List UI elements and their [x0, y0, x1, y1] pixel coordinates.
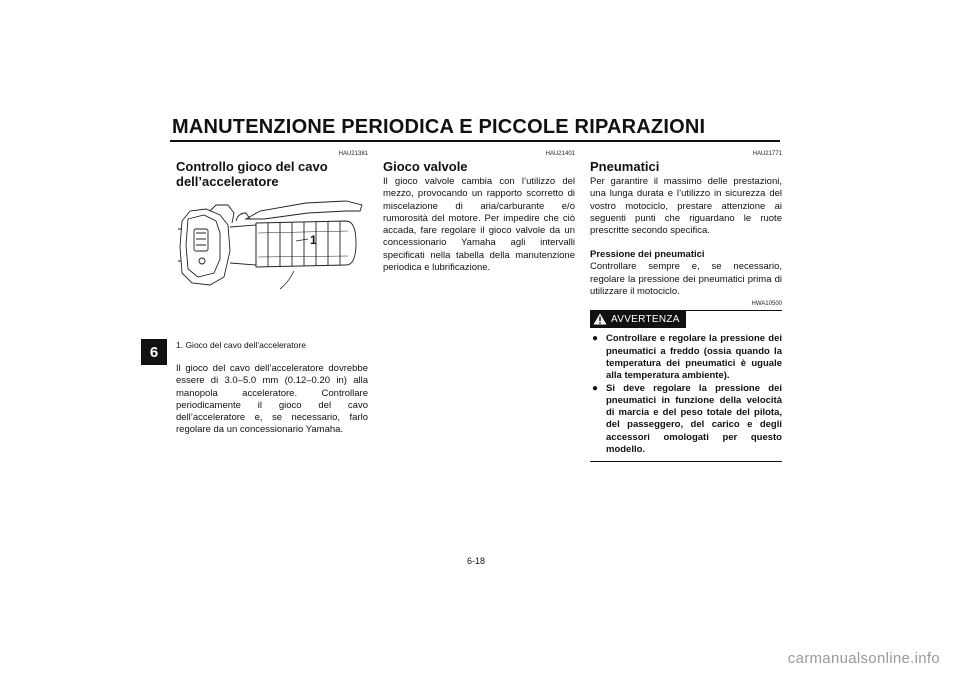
bullet-icon: ● [592, 382, 599, 394]
section-heading: Controllo gioco del cavo dell’acceleratore [176, 159, 328, 189]
column-throttle [176, 150, 368, 437]
column-tires [590, 150, 782, 462]
warning-badge [590, 310, 686, 328]
warning-text: Si deve regolare la pressione dei pneumatici in funzione della velocità di marcia e del peso totale del pilota, del passeggero, del carico e degli accessori omologati per questo modello. [606, 382, 782, 456]
section-code: HAU21401 [545, 151, 575, 157]
subsection-body: Controllare sempre e, se necessario, regolare la pressione dei pneumatici prima di utilizzare il motociclo. [590, 261, 782, 298]
section-code: HAU21381 [338, 151, 368, 157]
page-number: 6-18 [467, 556, 486, 566]
section-intro: Per garantire il massimo delle prestazioni, una lunga durata e l’utilizzo in sicurezza del vostro motociclo, prestare attenzione ai seguenti punti che riguardano le ruote prescritte secondo specifica. [590, 176, 782, 237]
section-heading: Pneumatici [590, 159, 660, 174]
warning-item [590, 383, 782, 457]
section-body: Il gioco del cavo dell’acceleratore dovrebbe essere di 3.0–5.0 mm (0.12–0.20 in) alla manopola acceleratore. Controllare periodicamente il gioco del cavo dell’acceleratore e, se necessario, farlo regolare da un concessionario Yamaha. [176, 363, 368, 436]
warning-text: Controllare e regolare la pressione dei pneumatici a freddo (ossia quando la temperatura dei pneumatici è uguale alla temperatura ambiente). [606, 333, 782, 382]
throttle-grip-illustration [176, 199, 368, 291]
warning-label: AVVERTENZA [611, 313, 680, 325]
subsection-heading: Pressione dei pneumatici [590, 249, 705, 261]
section-body: Il gioco valvole cambia con l’utilizzo del mezzo, provocando un rapporto scorretto di miscelazione di aria/carburante e/o rumorosità del motore. Per impedire che ciò accada, fare regolare il gioco valvole da un concessionario Yamaha agli intervalli specificati nella tabella della manutenzione periodica e lubrificazione. [383, 176, 575, 274]
section-code: HAU21771 [752, 151, 782, 157]
warning-item [590, 333, 782, 382]
figure-callout: 1 [310, 233, 317, 247]
chapter-tab: 6 [141, 339, 167, 365]
warning-header [590, 310, 782, 327]
section-heading: Gioco valvole [383, 159, 468, 174]
page-title: MANUTENZIONE PERIODICA E PICCOLE RIPARAZIONI [172, 116, 706, 138]
warning-list [590, 333, 782, 462]
column-valves [383, 150, 575, 274]
figure-caption: 1. Gioco del cavo dell’acceleratore [176, 340, 306, 350]
warning-triangle-icon [593, 313, 607, 325]
bullet-icon: ● [592, 333, 599, 345]
title-rule [170, 140, 780, 142]
warning-code: HWA10500 [751, 301, 782, 308]
watermark: carmanualsonline.info [787, 650, 940, 667]
